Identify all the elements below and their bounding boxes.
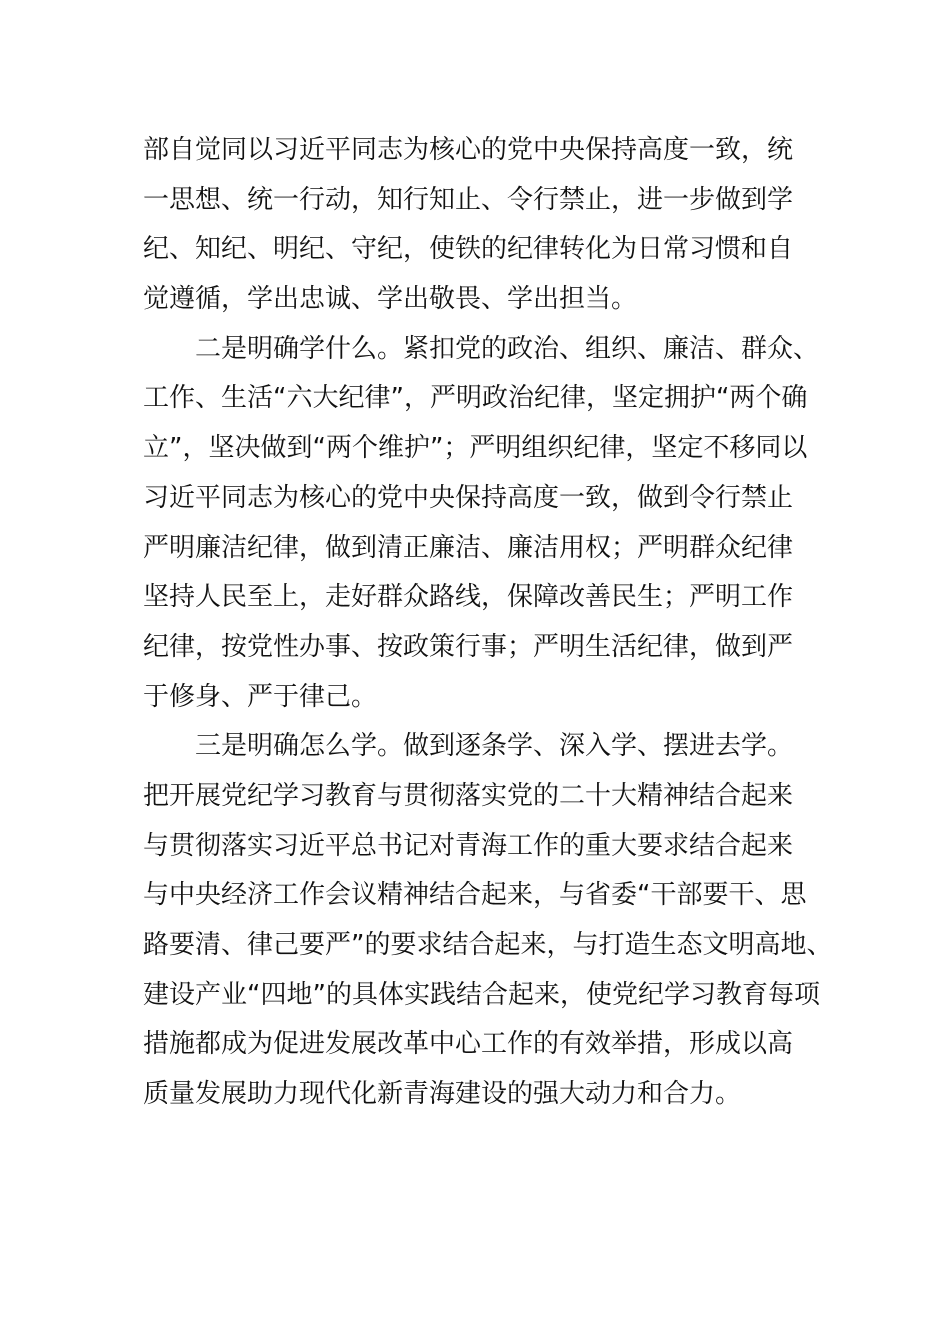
paragraph-start-line: 二是明确学什么。紧扣党的政治、组织、廉洁、群众、 [195, 333, 820, 364]
text-line: 建设产业“四地”的具体实践结合起来，使党纪学习教育每项 [143, 979, 820, 1010]
paragraph-start-line: 三是明确怎么学。做到逐条学、深入学、摆进去学。 [195, 731, 794, 762]
text-line: 立”，坚决做到“两个维护”；严明组织纪律，坚定不移同以 [143, 433, 808, 464]
text-line: 于修身、严于律己。 [143, 681, 378, 712]
text-line: 习近平同志为核心的党中央保持高度一致，做到令行禁止 [143, 482, 794, 513]
text-line: 质量发展助力现代化新青海建设的强大动力和合力。 [143, 1079, 742, 1110]
text-line: 把开展党纪学习教育与贯彻落实党的二十大精神结合起来 [143, 780, 794, 811]
text-line: 工作、生活“六大纪律”，严明政治纪律，坚定拥护“两个确 [143, 383, 808, 414]
text-line: 一思想、统一行动，知行知止、令行禁止，进一步做到学 [143, 184, 794, 215]
document-body [143, 126, 843, 1120]
text-line: 与贯彻落实习近平总书记对青海工作的重大要求结合起来 [143, 830, 794, 861]
text-line: 纪、知纪、明纪、守纪，使铁的纪律转化为日常习惯和自 [143, 234, 794, 265]
text-line: 部自觉同以习近平同志为核心的党中央保持高度一致，统 [143, 135, 794, 165]
text-line: 严明廉洁纪律，做到清正廉洁、廉洁用权；严明群众纪律 [143, 532, 794, 563]
text-line: 纪律，按党性办事、按政策行事；严明生活纪律，做到严 [143, 631, 794, 662]
text-line: 觉遵循，学出忠诚、学出敬畏、学出担当。 [143, 284, 638, 315]
text-line: 路要清、律己要严”的要求结合起来，与打造生态文明高地、 [143, 930, 833, 960]
text-line: 措施都成为促进发展改革中心工作的有效举措，形成以高 [143, 1029, 794, 1060]
text-line: 坚持人民至上，走好群众路线，保障改善民生；严明工作 [143, 582, 794, 613]
text-line: 与中央经济工作会议精神结合起来，与省委“干部要干、思 [143, 880, 807, 911]
